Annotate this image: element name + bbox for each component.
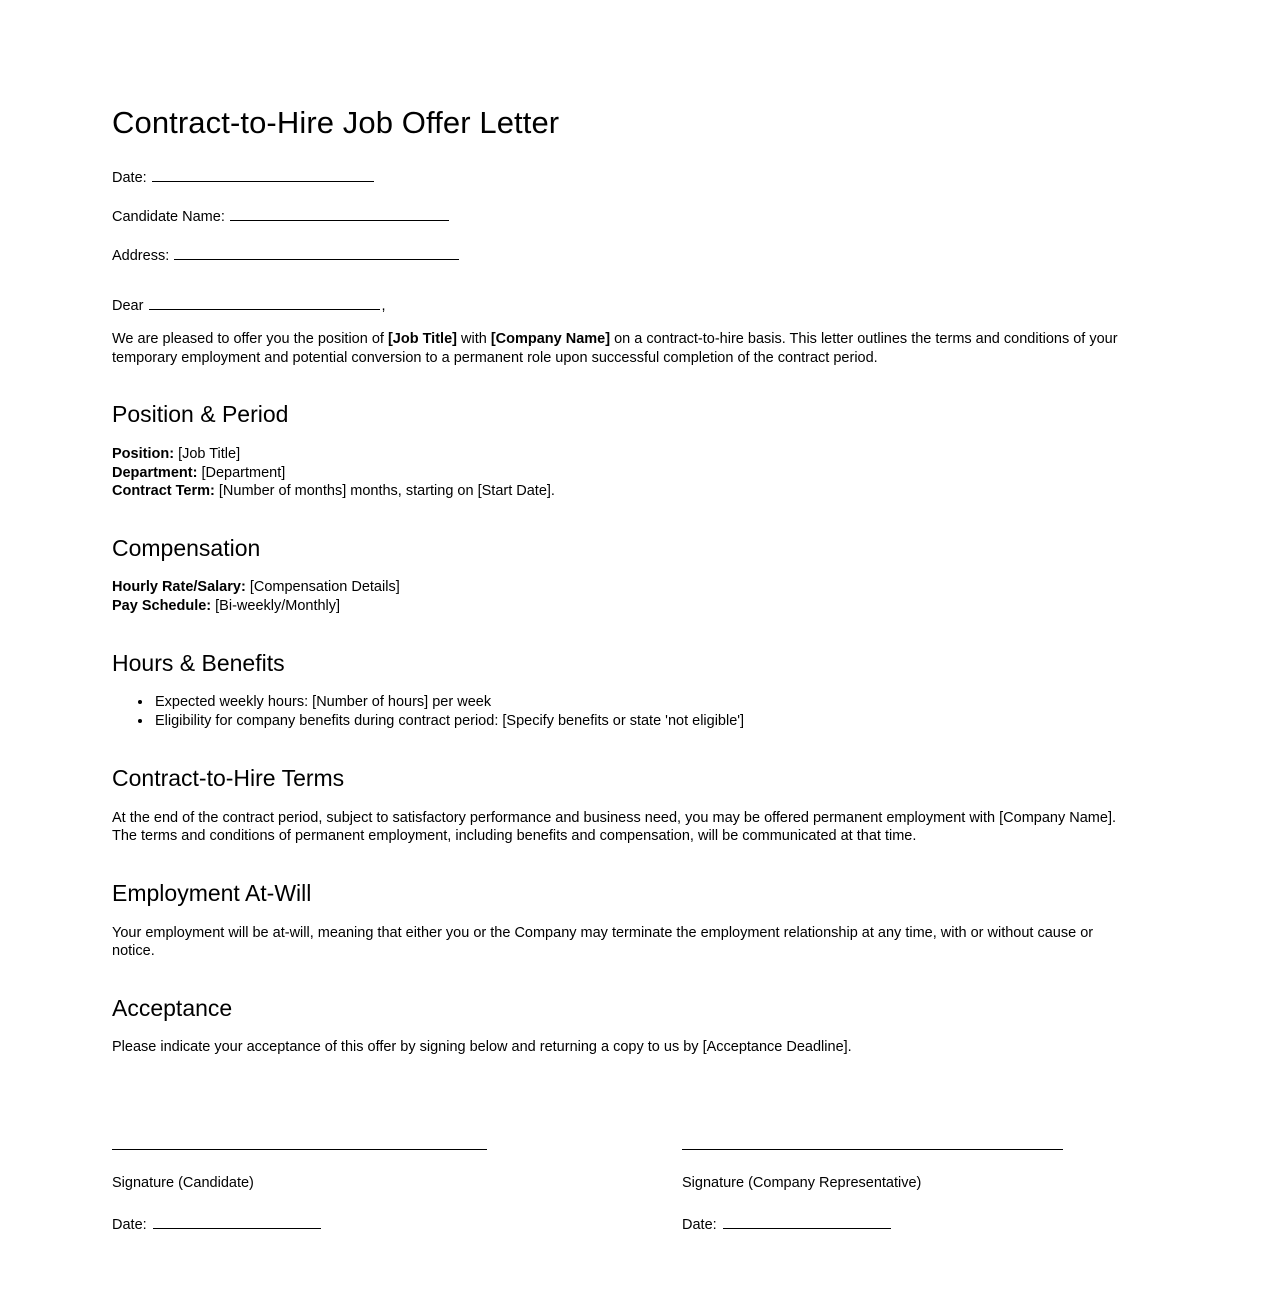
- date-label: Date:: [112, 170, 147, 187]
- section-employment-at-will: [112, 880, 1135, 961]
- position-label: Position:: [112, 445, 175, 462]
- position-line: [112, 445, 1135, 464]
- hourly-rate-value: [Compensation Details]: [249, 579, 400, 596]
- intro-job-title-placeholder: [Job Title]: [387, 331, 457, 348]
- candidate-date-field-line: [112, 1214, 487, 1234]
- candidate-name-input-blank[interactable]: [230, 206, 449, 221]
- section-title-acceptance: Acceptance: [112, 994, 233, 1021]
- signature-spacer: [112, 1057, 1135, 1149]
- contract-term-label: Contract Term:: [112, 483, 215, 500]
- list-item: • Expected weekly hours: [Number of hours] per week: [153, 693, 1135, 712]
- section-position-period: [112, 401, 1135, 500]
- department-label: Department:: [112, 464, 198, 481]
- date-input-blank[interactable]: [152, 167, 374, 182]
- company-date-field-line: [682, 1214, 1063, 1234]
- acceptance-paragraph: Please indicate your acceptance of this offer by signing below and returning a copy to us by [Acceptance Deadline].: [112, 1039, 852, 1056]
- contract-term-line: [112, 482, 1135, 501]
- page-title: Contract-to-Hire Job Offer Letter: [112, 105, 560, 140]
- section-title-position-period: Position & Period: [112, 401, 289, 428]
- candidate-signature-line[interactable]: [112, 1149, 487, 1150]
- date-field-line: [112, 167, 1135, 187]
- signature-block: [112, 1149, 1135, 1234]
- employment-at-will-paragraph: Your employment will be at-will, meaning that either you or the Company may terminate the employment relationship at any time, with or without cause or notice.: [112, 924, 1094, 960]
- salutation-line: [112, 295, 1135, 315]
- list-item: • Eligibility for company benefits during contract period: [Specify benefits or state 'not eligible']: [153, 712, 1135, 731]
- candidate-date-label: Date:: [112, 1216, 147, 1233]
- candidate-signature-label: Signature (Candidate): [112, 1174, 254, 1191]
- intro-company-name-placeholder: [Company Name]: [490, 331, 611, 348]
- contract-term-value: [Number of months] months, starting on [Start Date].: [218, 483, 555, 500]
- intro-paragraph: [112, 330, 1135, 367]
- contract-to-hire-terms-paragraph: At the end of the contract period, subject to satisfactory performance and business need, you may be offered permanent employment with [Company Name]. The terms and conditions of permanent employment, including benefits and compensation, will be communicated at that time.: [112, 809, 1116, 845]
- section-title-compensation: Compensation: [112, 534, 261, 561]
- salutation-input-blank[interactable]: [149, 295, 380, 310]
- section-compensation: [112, 535, 1135, 616]
- hourly-rate-label: Hourly Rate/Salary:: [112, 579, 246, 596]
- company-signature-line[interactable]: [682, 1149, 1063, 1150]
- dear-label: Dear: [112, 298, 144, 315]
- candidate-name-field-line: [112, 206, 1135, 226]
- address-label: Address:: [112, 248, 170, 265]
- department-value: [Department]: [201, 464, 286, 481]
- company-date-label: Date:: [682, 1216, 717, 1233]
- candidate-name-label: Candidate Name:: [112, 209, 225, 226]
- intro-part1: We are pleased to offer you the position of: [112, 331, 388, 348]
- company-signature-label: Signature (Company Representative): [682, 1174, 922, 1191]
- section-title-hours-benefits: Hours & Benefits: [112, 649, 285, 676]
- section-contract-to-hire-terms: [112, 765, 1135, 846]
- department-line: [112, 464, 1135, 483]
- pay-schedule-value: [Bi-weekly/Monthly]: [215, 597, 341, 614]
- candidate-date-input-blank[interactable]: [153, 1214, 321, 1229]
- pay-schedule-label: Pay Schedule:: [112, 597, 212, 614]
- salutation-comma: ,: [381, 298, 386, 315]
- hours-benefits-list: [112, 693, 1135, 731]
- hourly-rate-line: [112, 578, 1135, 597]
- section-acceptance: [112, 995, 1135, 1057]
- signature-column-company: [682, 1149, 1063, 1234]
- company-date-input-blank[interactable]: [723, 1214, 891, 1229]
- section-title-employment-at-will: Employment At-Will: [112, 879, 312, 906]
- address-input-blank[interactable]: [174, 245, 459, 260]
- section-title-contract-to-hire-terms: Contract-to-Hire Terms: [112, 765, 345, 792]
- position-value: [Job Title]: [178, 445, 241, 462]
- signature-column-candidate: [112, 1149, 487, 1234]
- pay-schedule-line: [112, 597, 1135, 616]
- intro-part3: on a contract-to-hire basis. This letter outlines the terms and conditions of your temporary employment and potential conversion to a permanent role upon successful completion of the contract period.: [112, 331, 1118, 366]
- intro-part2: with: [456, 331, 491, 348]
- section-hours-benefits: [112, 650, 1135, 732]
- address-field-line: [112, 245, 1135, 265]
